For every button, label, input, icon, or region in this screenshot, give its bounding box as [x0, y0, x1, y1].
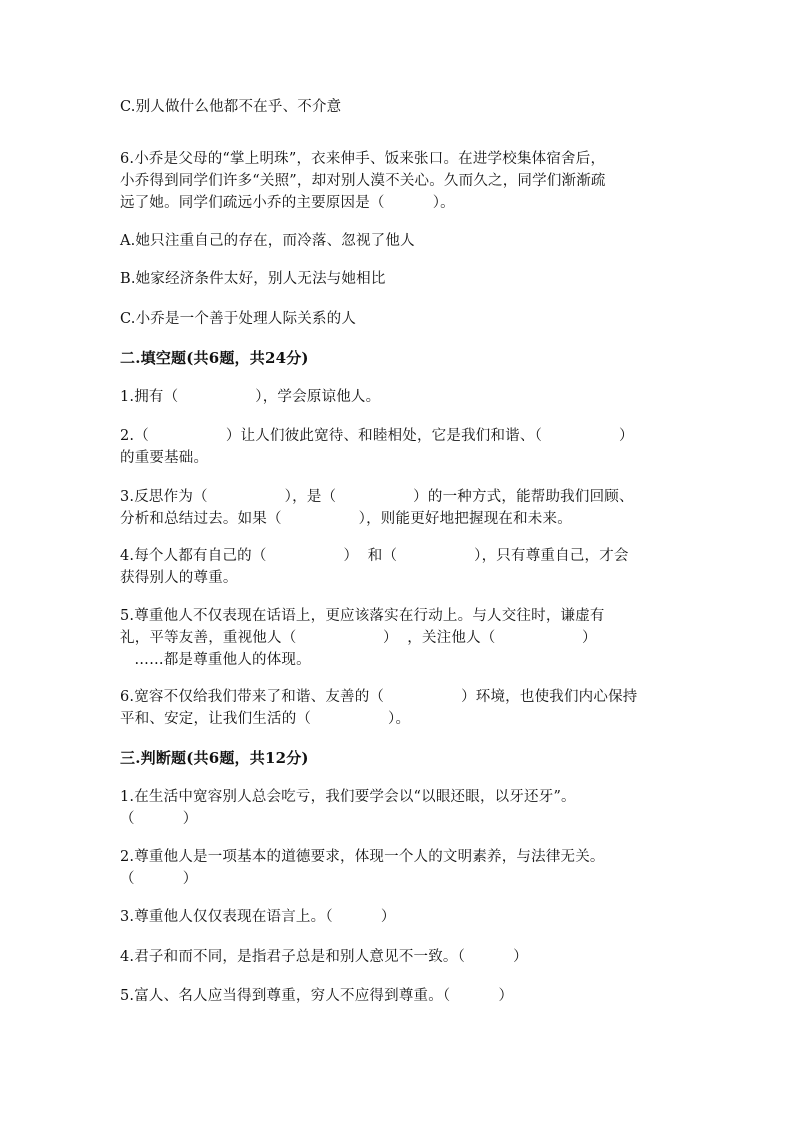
option-a-q6: A.她只注重自己的存在，而冷落、忽视了他人 — [120, 233, 415, 249]
judge-q2-line-1: 2.尊重他人是一项基本的道德要求，体现一个人的文明素养，与法律无关。 — [120, 849, 605, 865]
fill-q3-line-1: 3.反思作为（ ），是（ ）的一种方式，能帮助我们回顾、 — [120, 489, 634, 505]
judge-q5: 5.富人、名人应当得到尊重，穷人不应得到尊重。（ ） — [120, 988, 514, 1004]
fill-q2-line-2: 的重要基础。 — [120, 450, 209, 466]
fill-q6-line-1: 6.宽容不仅给我们带来了和谐、友善的（ ）环境，也使我们内心保持 — [120, 689, 638, 705]
question-6-line-2: 小乔得到同学们许多“关照”，却对别人漠不关心。久而久之，同学们渐渐疏 — [120, 173, 606, 189]
section-3-heading: 三.判断题(共6题，共12分) — [120, 749, 309, 767]
option-c-q6: C.小乔是一个善于处理人际关系的人 — [120, 311, 357, 327]
fill-q5-line-2: 礼，平等友善，重视他人（ ） ，关注他人（ ） — [120, 630, 597, 646]
question-6-line-3: 远了她。同学们疏远小乔的主要原因是（ ）。 — [120, 195, 455, 211]
fill-q4-line-1: 4.每个人都有自己的（ ） 和（ ），只有尊重自己，才会 — [120, 548, 629, 564]
fill-q4-line-2: 获得别人的尊重。 — [120, 570, 238, 586]
judge-q4: 4.君子和而不同，是指君子总是和别人意见不一致。（ ） — [120, 949, 528, 965]
judge-q1-line-2: （ ） — [120, 811, 198, 827]
fill-q2-line-1: 2.（ ）让人们彼此宽待、和睦相处，它是我们和谐、（ ） — [120, 428, 634, 444]
judge-q1-line-1: 1.在生活中宽容别人总会吃亏，我们要学会以“以眼还眼，以牙还牙”。 — [120, 789, 576, 805]
option-c-q5: C.别人做什么他都不在乎、不介意 — [120, 99, 342, 115]
judge-q2-line-2: （ ） — [120, 871, 198, 887]
option-b-q6: B.她家经济条件太好，别人无法与她相比 — [120, 271, 386, 287]
fill-q6-line-2: 平和、安定，让我们生活的（ ）。 — [120, 711, 411, 727]
fill-q5-line-3: ……都是尊重他人的体现。 — [120, 652, 311, 668]
section-2-heading: 二.填空题(共6题，共24分) — [120, 349, 309, 367]
fill-q3-line-2: 分析和总结过去。如果（ ），则能更好地把握现在和未来。 — [120, 511, 572, 527]
fill-q1: 1.拥有（ ），学会原谅他人。 — [120, 389, 381, 405]
fill-q5-line-1: 5.尊重他人不仅表现在话语上，更应该落实在行动上。与人交往时，谦虚有 — [120, 608, 605, 624]
judge-q3: 3.尊重他人仅仅表现在语言上。（ ） — [120, 909, 396, 925]
question-6-line-1: 6.小乔是父母的“掌上明珠”，衣来伸手、饭来张口。在进学校集体宿舍后， — [120, 151, 606, 167]
